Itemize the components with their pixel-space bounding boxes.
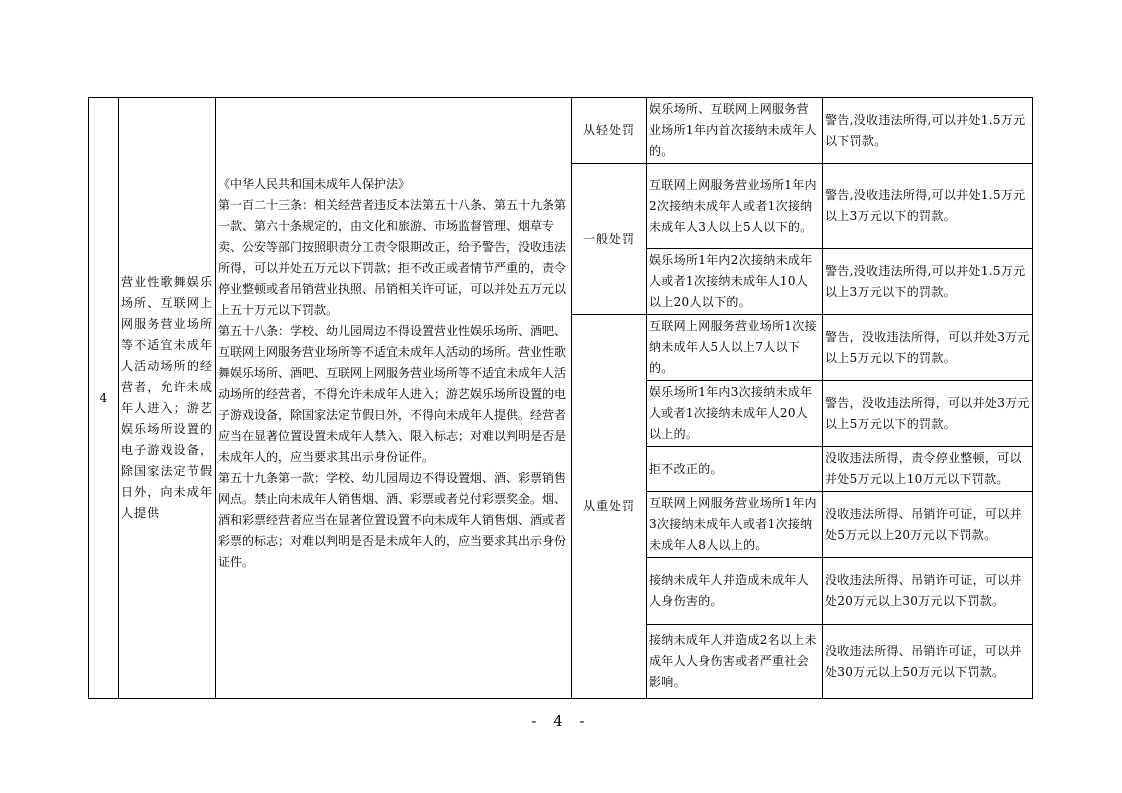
penalty-cell: 警告，没收违法所得，可以并处3万元以上5万元以下的罚款。 (823, 381, 1033, 447)
violation-description: 营业性歌舞娱乐场所、互联网上网服务营业场所等不适宜未成年人活动场所的经营者，允许未成年人进入；游艺娱乐场所设置的电子游戏设备，除国家法定节假日外，向未成年人提供 (119, 98, 216, 699)
legal-basis (216, 98, 572, 699)
level-general: 一般处罚 (572, 164, 647, 315)
penalty-cell: 没收违法所得、吊销许可证，可以并处5万元以上20万元以下罚款。 (823, 492, 1033, 558)
penalty-table (88, 97, 1033, 699)
situation-cell: 娱乐场所1年内3次接纳未成年人或者1次接纳未成年人20人以上的。 (647, 381, 823, 447)
page-number: - 4 - (531, 712, 591, 730)
situation-cell: 娱乐场所1年内2次接纳未成年人或者1次接纳未成年人10人以上20人以下的。 (647, 249, 823, 315)
article-59: 第五十九条第一款：学校、幼儿园周边不得设置烟、酒、彩票销售网点。禁止向未成年人销售烟、酒、彩票或者兑付彩票奖金。烟、酒和彩票经营者应当在显著位置设置不向未成年人销售烟、酒或者彩票的标志；对难以判明是否是未成年人的，应当要求其出示身份证件。 (218, 471, 567, 569)
article-123: 第一百二十三条：相关经营者违反本法第五十八条、第五十九条第一款、第六十条规定的，由文化和旅游、市场监督管理、烟草专卖、公安等部门按照职责分工责令限期改正，给予警告，没收违法所得，可以并处五万元以下罚款；拒不改正或者情节严重的，责令停业整顿或者吊销营业执照、吊销相关许可证，可以并处五万元以上五十万元以下罚款。 (218, 198, 567, 317)
law-title: 《中华人民共和国未成年人保护法》 (218, 177, 411, 191)
penalty-cell: 警告,没收违法所得,可以并处1.5万元以上3万元以下的罚款。 (823, 164, 1033, 249)
situation-cell: 互联网上网服务营业场所1年内3次接纳未成年人或者1次接纳未成年人8人以上的。 (647, 492, 823, 558)
situation-cell: 接纳未成年人并造成2名以上未成年人人身伤害或者严重社会影响。 (647, 625, 823, 699)
level-heavy: 从重处罚 (572, 315, 647, 699)
penalty-cell: 没收违法所得、吊销许可证，可以并处30万元以上50万元以下罚款。 (823, 625, 1033, 699)
row-number: 4 (89, 98, 119, 699)
situation-cell: 互联网上网服务营业场所1次接纳未成年人5人以上7人以下的。 (647, 315, 823, 381)
situation-cell: 娱乐场所、互联网上网服务营业场所1年内首次接纳未成年人的。 (647, 98, 823, 164)
penalty-cell: 没收违法所得，责令停业整顿，可以并处5万元以上10万元以下罚款。 (823, 447, 1033, 492)
penalty-cell: 警告,没收违法所得,可以并处1.5万元以上3万元以下的罚款。 (823, 249, 1033, 315)
article-58: 第五十八条：学校、幼儿园周边不得设置营业性娱乐场所、酒吧、互联网上网服务营业场所等不适宜未成年人活动的场所。营业性歌舞娱乐场所、酒吧、互联网上网服务营业场所等不适宜未成年人活动场所的经营者，不得允许未成年人进入；游艺娱乐场所设置的电子游戏设备，除国家法定节假日外，不得向未成年人提供。经营者应当在显著位置设置未成年人禁入、限入标志；对难以判明是否是未成年人的，应当要求其出示身份证件。 (218, 324, 567, 464)
situation-cell: 接纳未成年人并造成未成年人人身伤害的。 (647, 558, 823, 625)
situation-cell: 拒不改正的。 (647, 447, 823, 492)
level-light: 从轻处罚 (572, 98, 647, 164)
penalty-cell: 警告,没收违法所得,可以并处1.5万元以下罚款。 (823, 98, 1033, 164)
situation-cell: 互联网上网服务营业场所1年内2次接纳未成年人或者1次接纳未成年人3人以上5人以下的。 (647, 164, 823, 249)
penalty-cell: 没收违法所得、吊销许可证，可以并处20万元以上30万元以下罚款。 (823, 558, 1033, 625)
penalty-cell: 警告，没收违法所得，可以并处3万元以上5万元以下的罚款。 (823, 315, 1033, 381)
